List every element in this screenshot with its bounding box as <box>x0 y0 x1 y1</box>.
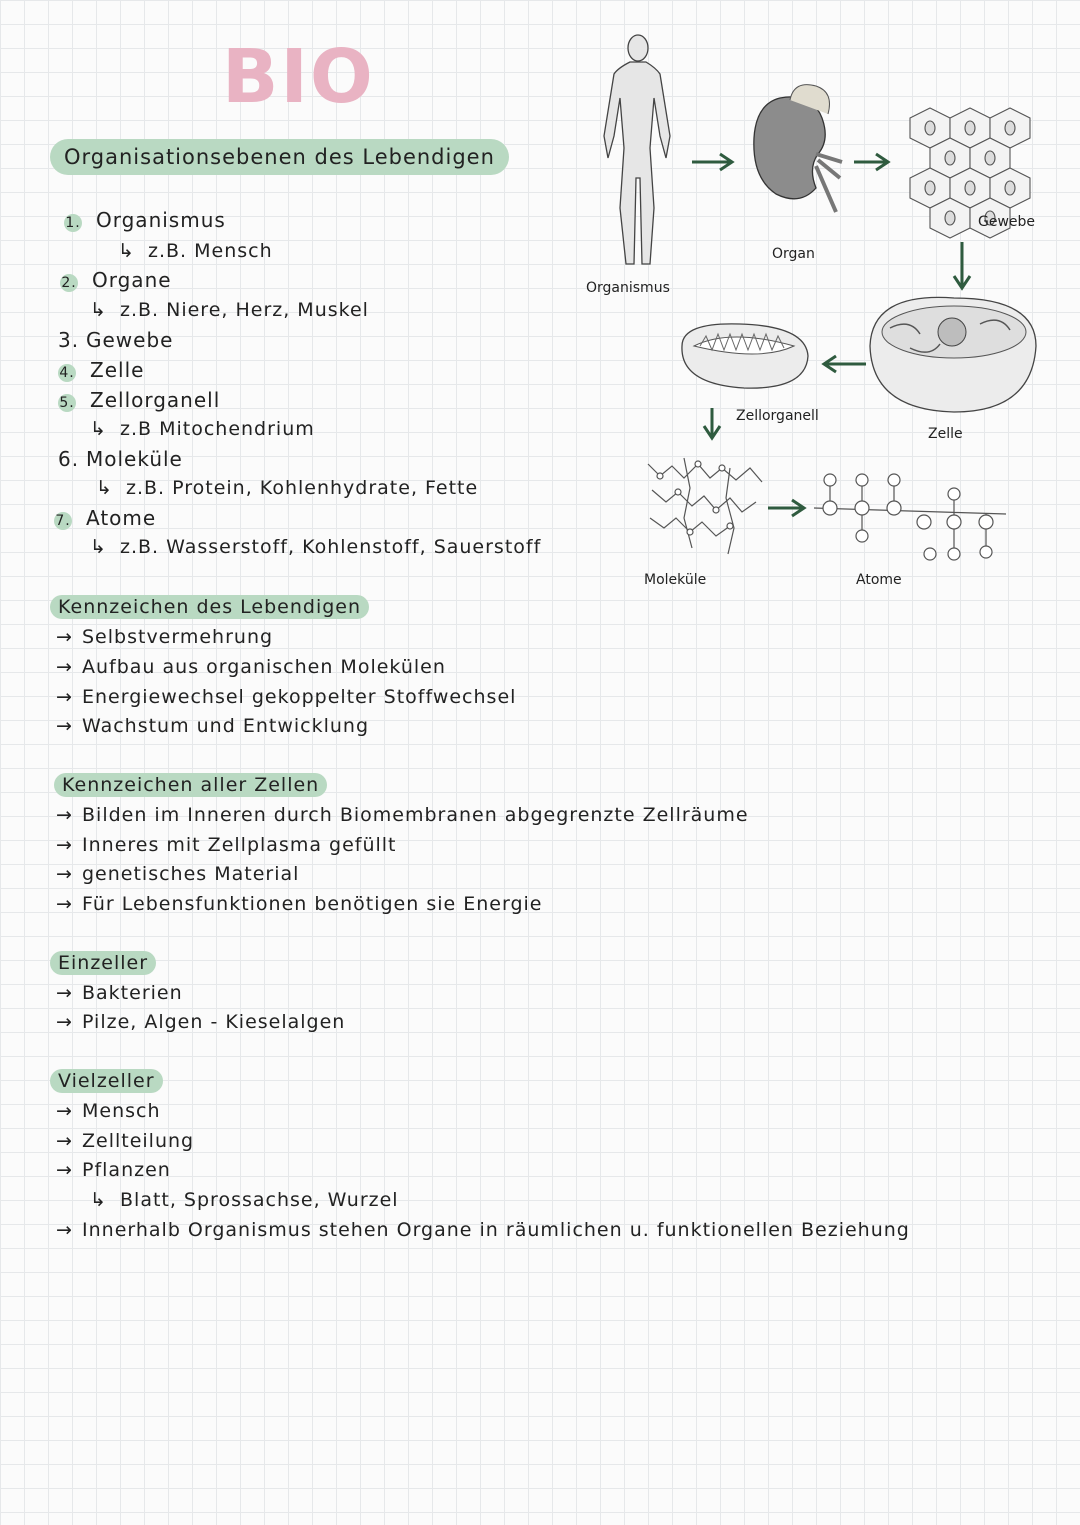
list-item: → Selbstvermehrung <box>56 626 274 648</box>
level-example: ↳ z.B. Wasserstoff, Kohlenstoff, Sauerstoff <box>90 536 542 558</box>
level-item: 7. Atome <box>55 506 157 530</box>
list-item: → Mensch <box>56 1100 161 1122</box>
level-example: ↳ z.B. Protein, Kohlenhydrate, Fette <box>96 477 479 499</box>
arrow-down-icon <box>954 242 970 288</box>
level-example: ↳ z.B. Mensch <box>118 240 273 262</box>
cell-zelle-icon <box>870 297 1036 412</box>
list-item: → Für Lebensfunktionen benötigen sie Energie <box>56 893 543 915</box>
label-atome: Atome <box>856 572 902 588</box>
list-item: → Innerhalb Organismus stehen Organe in räumlichen u. funktionellen Beziehung <box>56 1219 910 1241</box>
human-figure-icon <box>604 35 670 264</box>
mitochondrion-icon <box>682 324 808 388</box>
label-gewebe: Gewebe <box>978 214 1036 230</box>
list-item: → Aufbau aus organischen Molekülen <box>56 656 446 678</box>
section-heading: Vielzeller <box>50 1070 163 1092</box>
arrow-right-icon <box>854 154 888 170</box>
list-item: → genetisches Material <box>56 863 300 885</box>
list-item: → Pflanzen <box>56 1159 171 1181</box>
level-example: ↳ z.B Mitochendrium <box>90 418 315 440</box>
list-sub-item: ↳ Blatt, Sprossachse, Wurzel <box>90 1189 399 1211</box>
section-heading: Kennzeichen aller Zellen <box>54 774 327 796</box>
levels-heading <box>50 145 509 169</box>
list-item: → Energiewechsel gekoppelter Stoffwechsel <box>56 686 517 708</box>
level-item: 2. Organe <box>61 268 172 292</box>
level-example: ↳ z.B. Niere, Herz, Muskel <box>90 299 369 321</box>
list-item: → Inneres mit Zellplasma gefüllt <box>56 834 397 856</box>
kidney-organ-icon <box>754 85 842 212</box>
level-item: 5. Zellorganell <box>59 388 221 412</box>
label-organ: Organ <box>772 246 815 262</box>
list-item: → Zellteilung <box>56 1130 195 1152</box>
label-zelle: Zelle <box>928 426 963 442</box>
level-item: 3. Gewebe <box>58 328 174 352</box>
organisation-levels-diagram <box>580 28 1060 598</box>
arrow-left-icon <box>824 356 866 372</box>
arrow-right-icon <box>768 500 804 516</box>
label-molekuele: Moleküle <box>644 572 707 588</box>
levels-heading-text: Organisationsebenen des Lebendigen <box>50 139 509 175</box>
level-item: 6. Moleküle <box>58 447 183 471</box>
arrow-right-icon <box>692 154 732 170</box>
page-title: BIO <box>222 34 375 120</box>
list-item: → Bilden im Inneren durch Biomembranen abgegrenzte Zellräume <box>56 804 749 826</box>
label-zellorganell: Zellorganell <box>736 408 819 424</box>
arrow-down-icon <box>704 408 720 438</box>
section-heading: Kennzeichen des Lebendigen <box>50 596 369 618</box>
level-item: 4. Zelle <box>59 358 145 382</box>
molecule-chain-icon <box>648 458 762 554</box>
label-organismus: Organismus <box>586 280 670 296</box>
atoms-structure-icon <box>814 474 1006 560</box>
list-item: → Pilze, Algen - Kieselalgen <box>56 1011 346 1033</box>
level-item: 1. Organismus <box>65 208 226 232</box>
list-item: → Bakterien <box>56 982 183 1004</box>
list-item: → Wachstum und Entwicklung <box>56 715 370 737</box>
section-heading: Einzeller <box>50 952 156 974</box>
